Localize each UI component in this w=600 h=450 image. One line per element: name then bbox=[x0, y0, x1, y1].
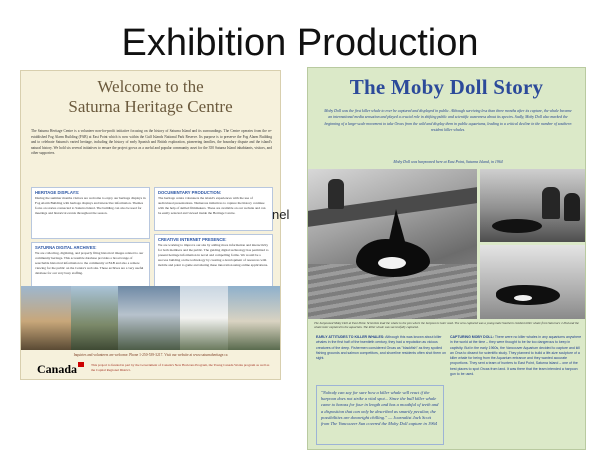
orca-patch bbox=[514, 295, 532, 301]
box-text: The heritage centre volunteers the island's experiences with the use of audiovisual presentations. Numerous initiatives to capture the history continue with the help of skilled filmmakers. These are available on our website and can be easily selected and viewed inside the Heritage Centre. bbox=[158, 196, 266, 215]
box-heading: DOCUMENTARY PRODUCTION: bbox=[158, 190, 222, 195]
flag-icon bbox=[78, 362, 84, 367]
poster-intro: The Saturna Heritage Centre is a volunteer non-for-profit initiative focusing on the history of Saturna Island and its surroundings. The Centre operates from the re-established Fog Alarm Building (FAB) at East Point which is now within the Gulf Islands National Park Reserve. Its purpose is to preserve the Fog Alarm Building and to celebrate Saturna's varied heritage, including the history of early Spanish and British exploration, pioneering families, the boundary dispute and the island's natural history. We hold six several initiatives to ensure the project grows as a useful and popular community asset for the 350 Saturna Island inhabitants, visitors, and other supporters. bbox=[31, 129, 272, 156]
poster-title bbox=[21, 77, 280, 117]
poster-title-line1: Welcome to the bbox=[97, 77, 204, 96]
orca-shape bbox=[492, 219, 542, 233]
canada-logo bbox=[37, 362, 84, 377]
info-box-digital-archives bbox=[31, 242, 150, 292]
column-text: Although this was known about killer whales in the first half of the twentieth century, they had a reputation as vicious creatures of the deep. Fishermen considered Orcas as "blackfish" as they spoiled fishing grounds and salmon competitors, and shoreline residents often shot them on sight. bbox=[316, 335, 446, 361]
welcome-poster bbox=[20, 70, 281, 380]
photo-lighthouse bbox=[180, 286, 228, 350]
slide-title: Exhibition Production bbox=[121, 22, 479, 64]
info-box-documentary-production bbox=[154, 187, 273, 231]
person-silhouette bbox=[564, 193, 580, 221]
photo-sailing-ship bbox=[118, 286, 180, 350]
box-heading: CREATIVE INTERNET PRESENCE: bbox=[158, 237, 227, 242]
photo-ships bbox=[21, 286, 71, 350]
inquiries-text: Inquiries and volunteers are welcome. Phone 1-250-539-3217. Visit our website at www.saturnaheritage.ca bbox=[73, 353, 228, 357]
person-silhouette bbox=[328, 179, 344, 209]
photo-heritage bbox=[71, 286, 118, 350]
partial-text: nel bbox=[272, 207, 290, 222]
box-text: We are collecting, digitizing, and properly filing historical images related to our community heritage. This accessible database provides a broad range of searchable historical information to the community at FAB and also a remote viewing for the public on the Centre's web site. These archives are a very useful database for our very busy staffing. bbox=[35, 251, 144, 275]
photo-men-boat bbox=[480, 169, 586, 242]
photo-orca-main bbox=[308, 169, 477, 319]
column-heading: EARLY ATTITUDES TO KILLER WHALES: bbox=[316, 335, 385, 339]
photo-orca-pen bbox=[480, 245, 586, 319]
photo-building bbox=[228, 286, 281, 350]
box-text: We are working to improve our site by adding more information and interactivity for both members and the public. The guiding digital technology has permitted to present heritage information in novel and compelling forms. We would be a success building on the technology by creating a development of resources with mobile and point to game and sharing these innovation using online applications. bbox=[158, 243, 269, 267]
moby-doll-poster bbox=[307, 67, 586, 450]
poster-intro: Moby Doll was the first killer whale to ever be captured and displayed in public. Although surviving less than three months after its capture, the whale became an international media sensation and played a crucial role in shifting public and scientific awareness about its species. Sadly, Moby Doll also marked the beginning of a large-scale movement to take Orcas from the wild and display them in public aquariums, leading to a critical decline in the number of southern resident killer whales. bbox=[324, 109, 572, 133]
quote-box: "Nobody can say for sure how a killer whale will react if the harpoon does not strike a vital spot... Since the bull killer whale came to harass for four in length and has a mouthful of teeth and a disposition that can only be described as smartly peculiar, the possibilities are downright chilling." — Journalist Jack Scott from The Vancouver Sun covered the Moby Doll capture in 1964 bbox=[316, 385, 444, 445]
funding-text: This project is funded in part by the Government of Canada's New Horizons Program, the Young Canada Works program as well as the Capital Regional District. bbox=[91, 363, 270, 372]
photo-caption: The harpooned Moby Doll at East Point. Scientists lead the whale to the pen where the harpoon is later used. The orca captured was a young male Southern resident killer whale from Saturna's J-Pod and the whale later captured in the aquarium. The killer whale was successfully captured. bbox=[314, 321, 579, 330]
poster-subintro: Moby Doll was harpooned here at East Point, Saturna Island, in 1964 bbox=[393, 160, 503, 164]
poster-title-line2: Saturna Heritage Centre bbox=[68, 97, 233, 116]
text-column-left bbox=[316, 335, 448, 361]
box-text: During the summer months visitors are welcome to enjoy our heritage displays in Fog Alarm Building with heritage displays and interactive information. Themes focus on stories connected to Saturna Island. The building can also be used for meetings and historical events throughout the season. bbox=[35, 196, 146, 215]
orca-patch bbox=[378, 257, 406, 269]
person-silhouette bbox=[542, 187, 560, 219]
text-column-right bbox=[450, 335, 582, 377]
column-heading: CAPTURING MOBY DOLL: bbox=[450, 335, 494, 339]
column-text: There were no killer whales in any aquariums anywhere in the world at the time – they were thought to be far too dangerous to keep in captivity. But in the early 1960s, the Vancouver Aquarium decided to capture and kill an Orca to dissect for scientific study. They planned to build a life-size sculpture of a killer whale for being from the Aquarium entrance and they wanted accurate proportions. They sent a team of hunters to East Point, Saturna Island – one of the best places to spot Orcas from land. It was there that the team intended a harpoon gun to be used. bbox=[450, 335, 582, 377]
info-box-internet-presence bbox=[154, 234, 273, 292]
photo-strip bbox=[21, 286, 281, 350]
info-box-heritage-displays bbox=[31, 187, 150, 239]
poster-title: The Moby Doll Story bbox=[349, 75, 544, 99]
canada-wordmark: Canada bbox=[37, 362, 78, 376]
box-heading: HERITAGE DISPLAYS: bbox=[35, 190, 80, 195]
box-heading: SATURNA DIGITAL ARCHIVES: bbox=[35, 245, 97, 250]
